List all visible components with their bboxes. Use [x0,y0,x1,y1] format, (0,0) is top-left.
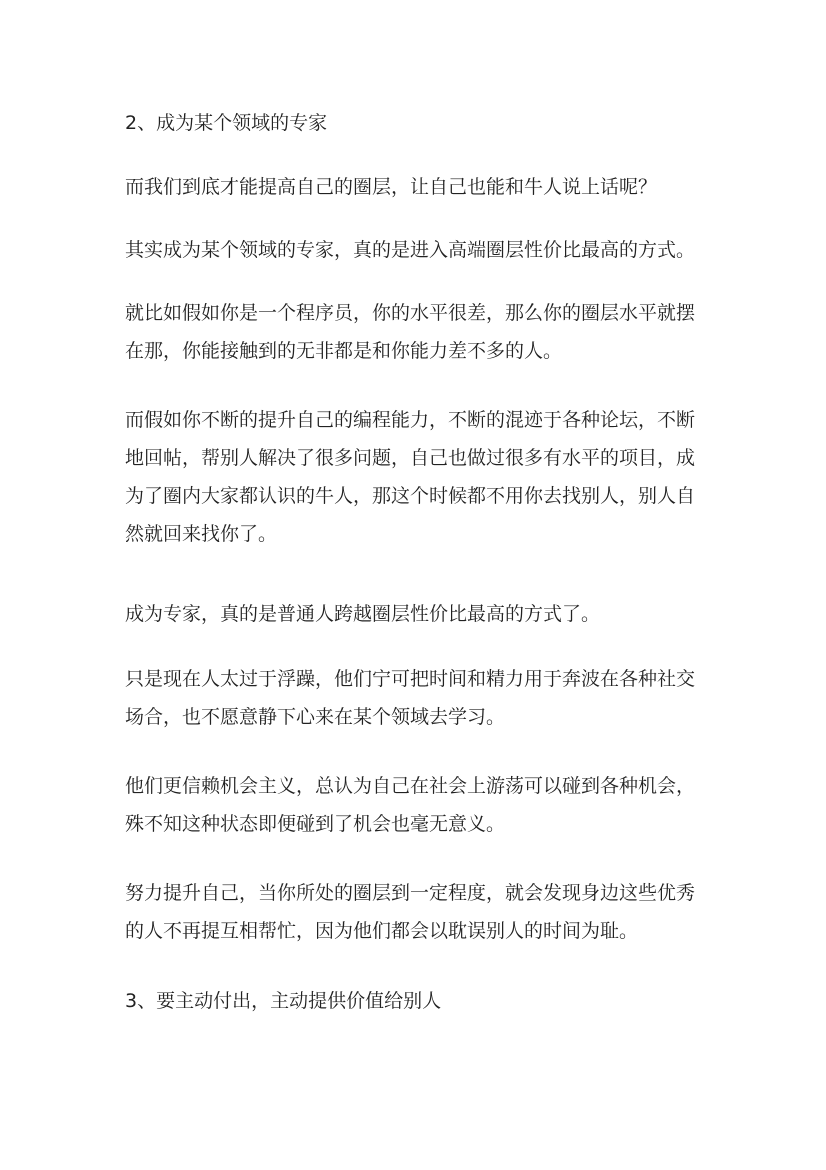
text-line: 场合，也不愿意静下心来在某个领域去学习。 [125,706,506,728]
paragraph [125,595,715,633]
text-line: 只是现在人太过于浮躁，他们宁可把时间和精力用于奔波在各种社交 [125,668,696,690]
text-line: 殊不知这种状态即便碰到了机会也毫无意义。 [125,813,506,835]
text-line: 然就回来找你了。 [125,523,278,545]
text-line: 就比如假如你是一个程序员，你的水平很差，那么你的圈层水平就摆 [125,302,696,324]
text-line: 2、成为某个领域的专家 [125,112,328,134]
paragraph [125,874,715,950]
text-line: 其实成为某个领域的专家，真的是进入高端圈层性价比最高的方式。 [125,239,696,261]
text-line: 3、要主动付出，主动提供价值给别人 [125,990,442,1012]
paragraph [125,294,715,370]
text-line: 成为专家，真的是普通人跨越圈层性价比最高的方式了。 [125,603,601,625]
paragraph [125,401,715,553]
text-line: 为了圈内大家都认识的牛人，那这个时候都不用你去找别人，别人自 [125,485,696,507]
text-line: 而假如你不断的提升自己的编程能力，不断的混迹于各种论坛，不断 [125,409,696,431]
text-line: 努力提升自己，当你所处的圈层到一定程度，就会发现身边这些优秀 [125,882,696,904]
text-line: 在那，你能接触到的无非都是和你能力差不多的人。 [125,340,563,362]
section-heading-2 [125,104,715,142]
text-line: 他们更信赖机会主义，总认为自己在社会上游荡可以碰到各种机会， [125,775,696,797]
paragraph [125,168,715,206]
text-line: 地回帖，帮别人解决了很多问题，自己也做过很多有水平的项目，成 [125,447,696,469]
text-line: 而我们到底才能提高自己的圈层，让自己也能和牛人说上话呢？ [125,176,658,198]
paragraph [125,660,715,736]
paragraph [125,231,715,269]
text-line: 的人不再提互相帮忙，因为他们都会以耽误别人的时间为耻。 [125,920,639,942]
paragraph [125,767,715,843]
section-heading-3 [125,982,715,1020]
